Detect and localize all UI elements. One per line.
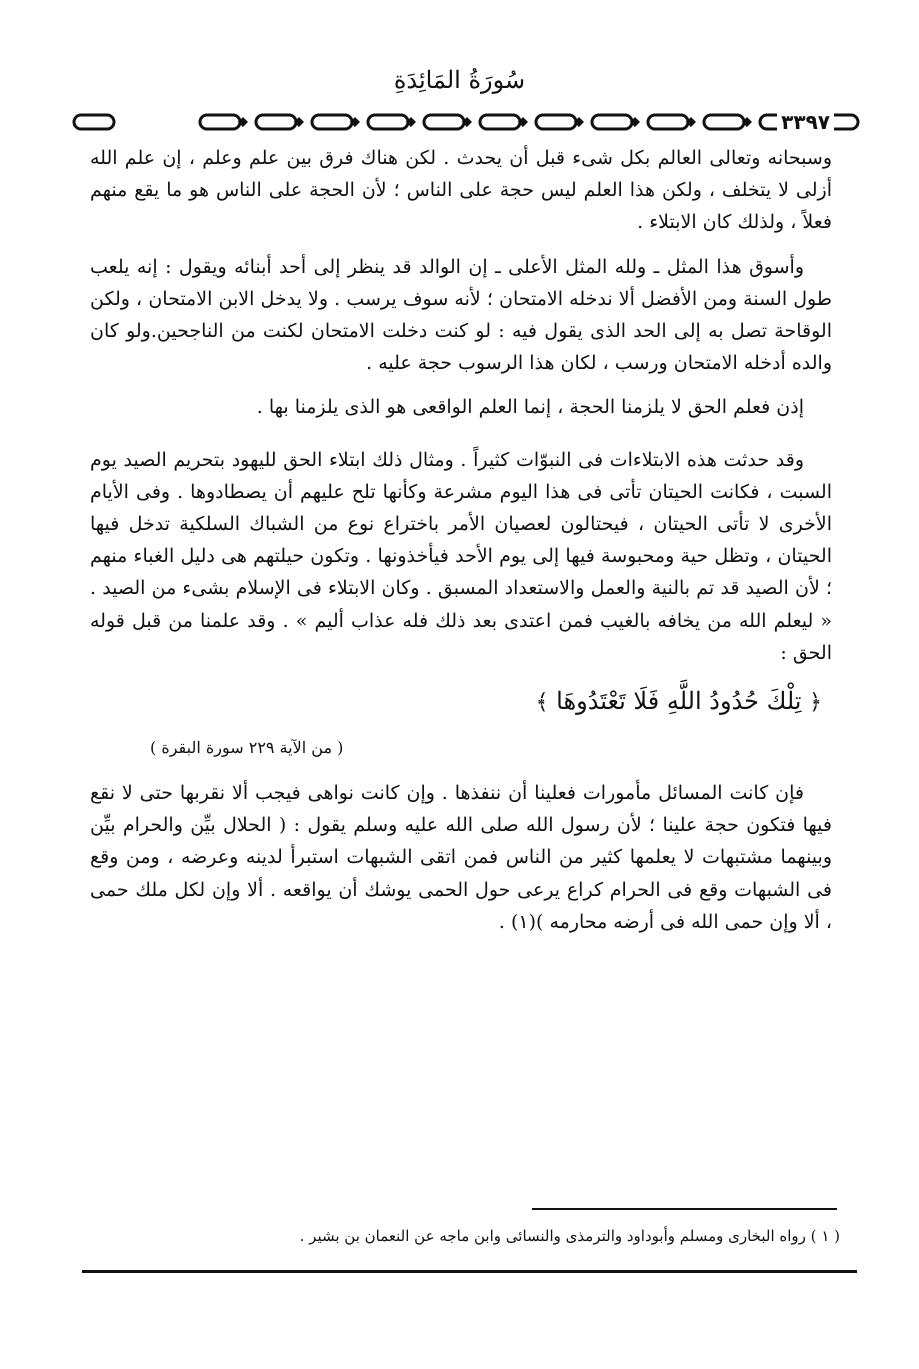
paragraph: وسبحانه وتعالى العالم بكل شىء قبل أن يحدث . لكن هناك فرق بين علم وعلم ، إن علم الله أزلى لا يتخلف ، ولكن هذا العلم ليس حجة على الناس ؛ لأن الحجة على الناس هو ما يقع منهم فعلاً ، ولذلك كان الابتلاء . (90, 147, 832, 234)
page-bottom-rule (82, 1270, 857, 1273)
paragraph: إذن فعلم الحق لا يلزمنا الحجة ، إنما العلم الواقعى هو الذى يلزمنا بها . (256, 396, 804, 419)
verse-reference: ( من الآية ٢٢٩ سورة البقرة ) (150, 738, 344, 758)
footnote: ( ١ ) رواه البخارى ومسلم وأبوداود والترمذى والنسائى وابن ماجه عن النعمان بن بشير . (299, 1227, 840, 1245)
surah-title: سُورَةُ المَائِدَةِ (393, 66, 526, 94)
paragraph: وأسوق هذا المثل ـ ولله المثل الأعلى ـ إن الوالد قد ينظر إلى أحد أبنائه ويقول : إنه يلعب طول السنة ومن الأفضل ألا ندخله الامتحان ؛ لأنه سوف يرسب . ولا يدخل الابن الامتحان ، ولكن الوقاحة تصل به إلى الحد الذى يقول فيه : لو كنت دخلت الامتحان لكنت من الناجحين.ولو كان والده أدخله الامتحان ورسب ، لكان هذا الرسوب حجة عليه . (90, 255, 832, 375)
paragraph: وقد حدثت هذه الابتلاءات فى النبوّات كثيراً . ومثال ذلك ابتلاء الحق لليهود بتحريم الصيد يوم السبت ، فكانت الحيتان تأتى فى هذا اليوم مشرعة وكأنها تلح عليهم أن يصطادوها . وفى الأيام الأخرى لا تأتى الحيتان ، فيحتالون لعصيان الأمر باختراع نوع من الشباك السلكية تدخل فيها الحيتان ، وتظل حية ومحبوسة فيها إلى يوم الأحد فيأخذونها . وتكون حيلتهم هى دليل الغباء منهم ؛ لأن الصيد قد تم بالنية والعمل والاستعداد المسبق . وكان الابتلاء فى الإسلام بشىء من الصيد . « ليعلم الله من يخافه بالغيب فمن اعتدى بعد ذلك فله عذاب أليم » . وقد علمنا من قبل قوله الحق : (90, 448, 832, 664)
verse-close-bracket: ﴾ (535, 690, 549, 716)
footnote-divider (532, 1208, 837, 1210)
page-number: ٣٣٩٧ (777, 110, 834, 134)
header-ornament (72, 110, 862, 134)
verse-text: تِلْكَ حُدُودُ اللَّهِ فَلَا تَعْتَدُوهَا (556, 687, 802, 716)
main-text (90, 142, 832, 938)
quran-verse (90, 679, 832, 725)
verse-open-bracket: ﴿ (809, 690, 822, 716)
paragraph: فإن كانت المسائل مأمورات فعلينا أن ننفذها . وإن كانت نواهى فيجب ألا نقربها حتى لا نقع فيها فتكون حجة علينا ؛ لأن رسول الله صلى الله عليه وسلم يقول : ( الحلال بيِّن والحرام بيِّن وبينهما مشتبهات لا يعلمها كثير من الناس فمن اتقى الشبهات استبرأ لدينه وعرضه ، ومن وقع فى الشبهات وقع فى الحرام كراع يرعى حول الحمى يوشك أن يواقعه . ألا وإن لكل ملك حمى ، ألا وإن حمى الله فى أرضه محارمه )(١) . (90, 782, 832, 933)
